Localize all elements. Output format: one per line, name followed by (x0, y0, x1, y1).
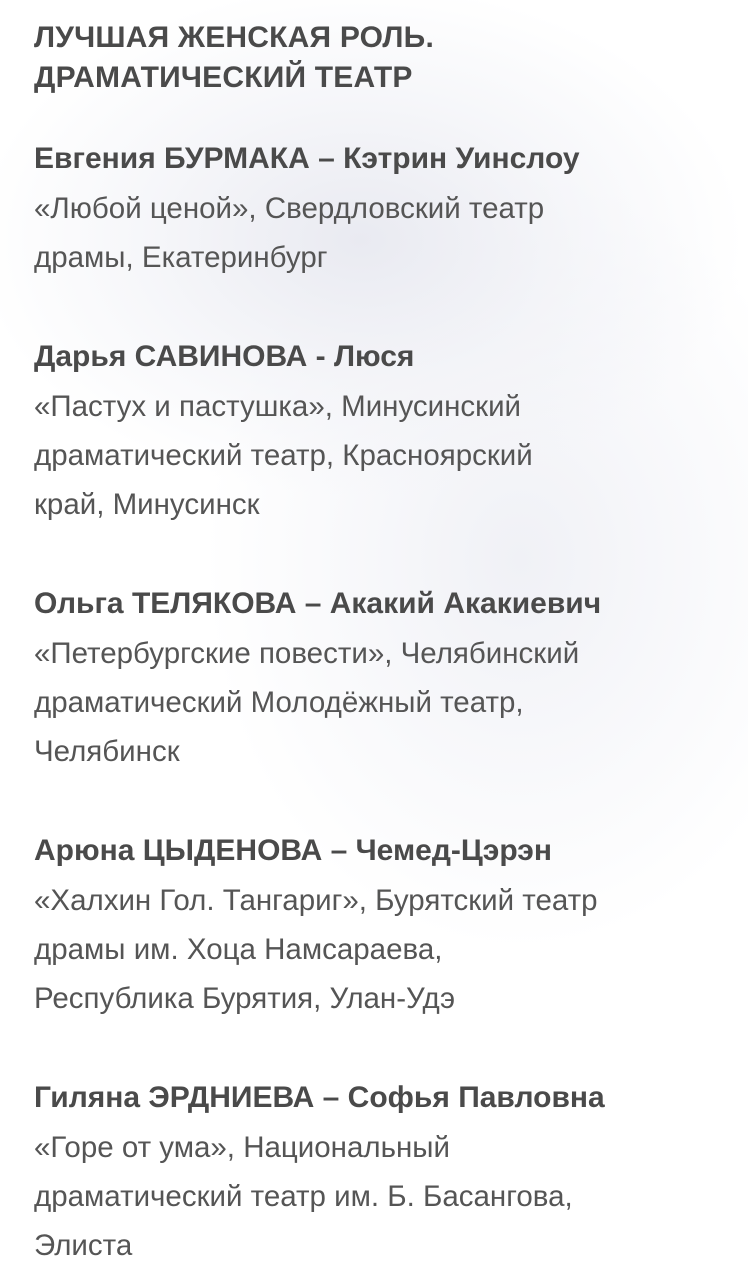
nominee-name-role: Гиляна ЭРДНИЕВА – Софья Павловна (34, 1081, 605, 1114)
nominee-name-role: Дарья САВИНОВА - Люся (34, 340, 415, 373)
nominee-entry (34, 1073, 728, 1270)
nominee-entry (34, 332, 728, 529)
production-line: край, Минусинск (34, 488, 260, 521)
heading-line-1: ЛУЧШАЯ ЖЕНСКАЯ РОЛЬ. (34, 21, 434, 54)
nominee-production (34, 629, 728, 776)
production-line: драмы, Екатеринбург (34, 241, 328, 274)
nominee-entry (34, 826, 728, 1023)
production-line: «Халхин Гол. Тангариг», Бурятский театр (34, 884, 598, 917)
nominee-name-role: Арюна ЦЫДЕНОВА – Чемед-Цэрэн (34, 834, 552, 867)
production-line: драмы им. Хоца Намсараева, (34, 933, 443, 966)
nominee-production (34, 876, 728, 1023)
nominee-entry (34, 579, 728, 776)
nominee-name-role: Ольга ТЕЛЯКОВА – Акакий Акакиевич (34, 587, 602, 620)
production-line: Челябинск (34, 735, 180, 768)
nominee-name-role: Евгения БУРМАКА – Кэтрин Уинслоу (34, 142, 580, 175)
production-line: «Любой ценой», Свердловский театр (34, 192, 545, 225)
production-line: драматический Молодёжный театр, (34, 686, 524, 719)
production-line: драматический театр им. Б. Басангова, (34, 1180, 573, 1213)
production-line: «Пастух и пастушка», Минусинский (34, 390, 522, 423)
nominee-production (34, 184, 728, 282)
production-line: Элиста (34, 1229, 133, 1262)
category-heading (34, 18, 728, 98)
nominee-production (34, 382, 728, 529)
production-line: «Горе от ума», Национальный (34, 1131, 450, 1164)
nominee-entry (34, 134, 728, 282)
nominee-list (34, 134, 728, 1270)
production-line: «Петербургские повести», Челябинский (34, 637, 580, 670)
production-line: драматический театр, Красноярский (34, 439, 533, 472)
heading-line-2: ДРАМАТИЧЕСКИЙ ТЕАТР (34, 61, 413, 94)
nominee-production (34, 1123, 728, 1270)
production-line: Республика Бурятия, Улан-Удэ (34, 982, 456, 1015)
